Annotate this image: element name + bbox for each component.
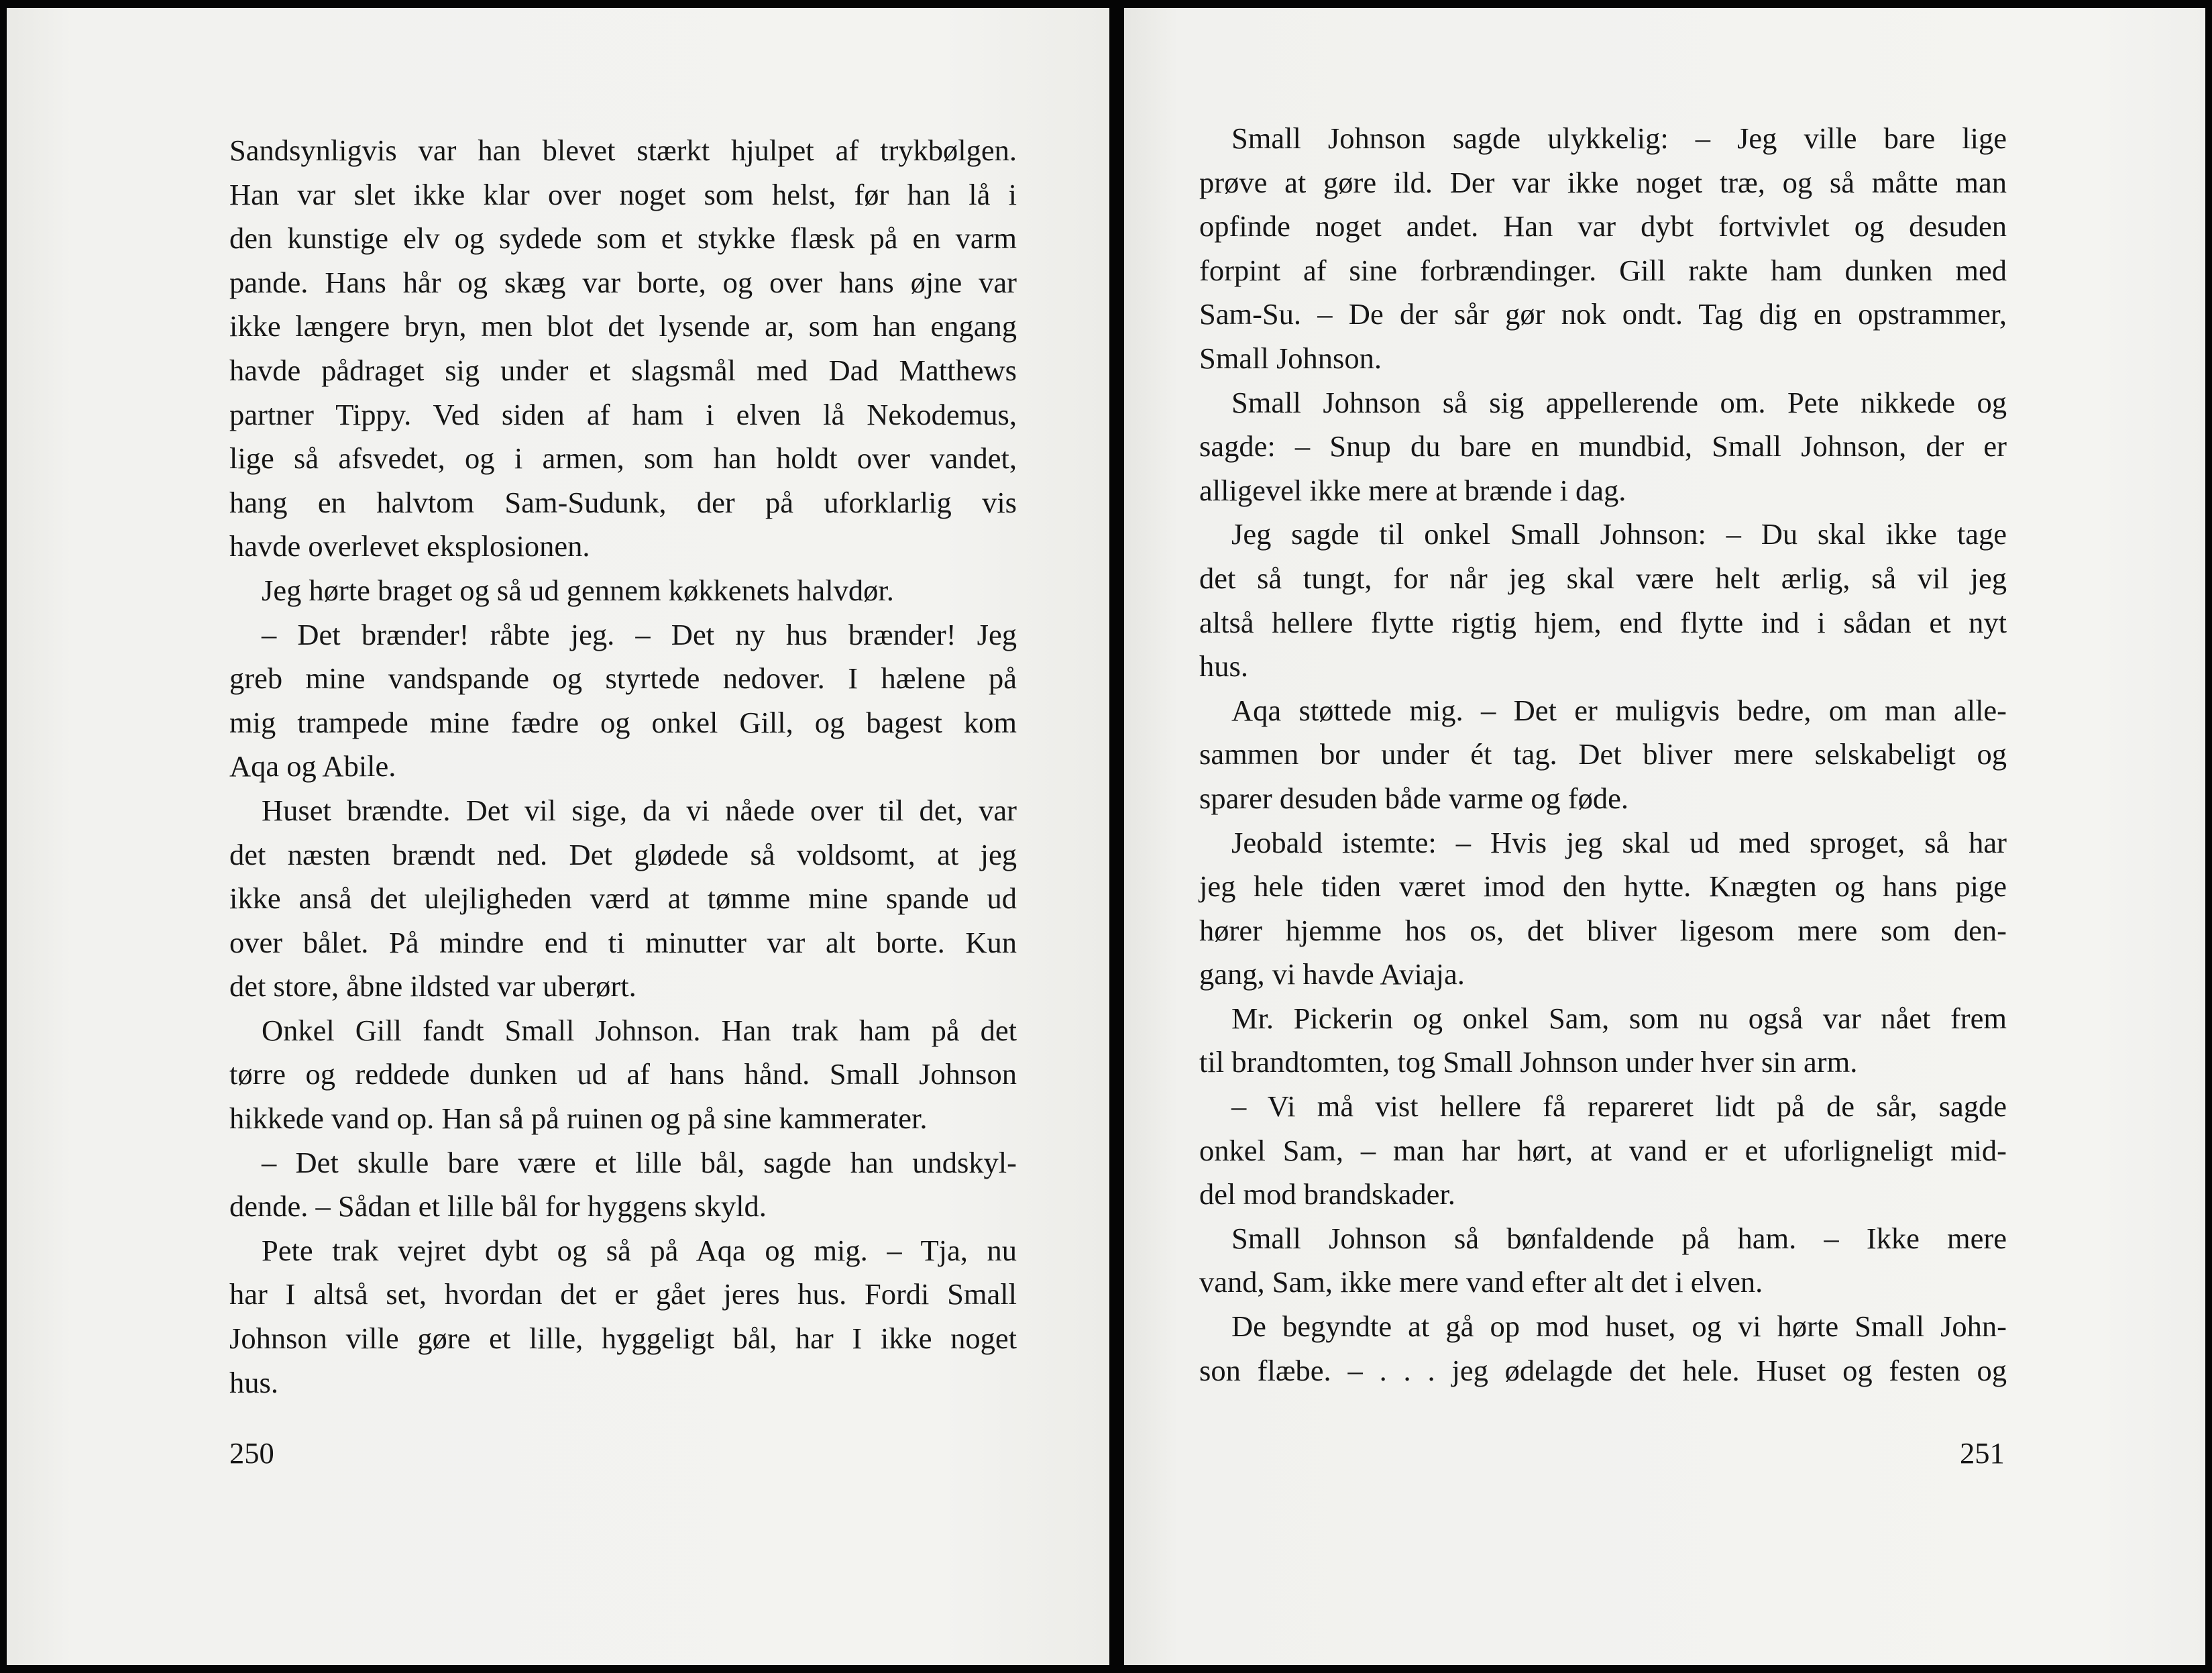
text-line: den kunstige elv og sydede som et stykke flæsk på en varm: [229, 221, 1017, 256]
text-line: tørre og reddede dunken ud af hans hånd. Small Johnson: [229, 1057, 1017, 1091]
text-line: Jeg hørte braget og så ud gennem køkkenets halvdør.: [262, 573, 894, 607]
text-line: greb mine vandspande og styrtede nedover. I hælene på: [229, 661, 1017, 696]
left-page-number: 250: [229, 1436, 274, 1470]
text-line: – Vi må vist hellere få repareret lidt på de sår, sagde: [1231, 1089, 2007, 1124]
text-line: vand, Sam, ikke mere vand efter alt det i elven.: [1199, 1265, 1763, 1299]
text-line: Jeg sagde til onkel Small Johnson: – Du skal ikke tage: [1231, 517, 2007, 551]
text-line: havde overlevet eksplosionen.: [229, 529, 590, 563]
text-line: hus.: [1199, 649, 1248, 684]
text-line: ikke længere bryn, men blot det lysende ar, som han engang: [229, 309, 1017, 343]
text-line: Han var slet ikke klar over noget som helst, før han lå i: [229, 177, 1017, 211]
text-line: det så tungt, for når jeg skal være helt ærlig, så vil jeg: [1199, 561, 2007, 595]
text-line: hikkede vand op. Han så på ruinen og på sine kammerater.: [229, 1101, 928, 1136]
text-line: Onkel Gill fandt Small Johnson. Han trak ham på det: [262, 1013, 1017, 1047]
text-line: til brandtomten, tog Small Johnson under hver sin arm.: [1199, 1045, 1858, 1079]
text-line: mig trampede mine fædre og onkel Gill, og bagest kom: [229, 705, 1017, 739]
right-page: [1124, 8, 2205, 1665]
text-line: Sam-Su. – De der sår gør nok ondt. Tag dig en opstrammer,: [1199, 297, 2007, 331]
text-line: Huset brændte. Det vil sige, da vi nåede over til det, var: [262, 793, 1017, 827]
text-line: over bålet. På mindre end ti minutter var alt borte. Kun: [229, 925, 1017, 959]
text-line: son flæbe. – . . . jeg ødelagde det hele. Huset og festen og: [1199, 1353, 2007, 1387]
text-line: ikke anså det ulejligheden værd at tømme mine spande ud: [229, 881, 1017, 916]
text-line: Aqa støttede mig. – Det er muligvis bedre, om man alle-: [1231, 693, 2007, 727]
right-page-number: 251: [1960, 1436, 2005, 1470]
left-page-text: [229, 129, 1017, 1405]
text-line: Small Johnson så sig appellerende om. Pete nikkede og: [1231, 385, 2007, 419]
text-line: Sandsynligvis var han blevet stærkt hjulpet af trykbølgen.: [229, 133, 1017, 167]
text-line: lige så afsvedet, og i armen, som han holdt over vandet,: [229, 441, 1017, 476]
text-line: hører hjemme hos os, det bliver ligesom mere som den-: [1199, 913, 2007, 947]
text-line: Aqa og Abile.: [229, 749, 396, 784]
text-line: altså hellere flytte rigtig hjem, end flytte ind i sådan et nyt: [1199, 605, 2007, 639]
text-line: jeg hele tiden været imod den hytte. Knægten og hans pige: [1199, 869, 2007, 904]
text-line: hus.: [229, 1365, 278, 1399]
text-line: alligevel ikke mere at brænde i dag.: [1199, 473, 1626, 507]
text-line: Small Johnson.: [1199, 341, 1382, 375]
text-line: pande. Hans hår og skæg var borte, og over hans øjne var: [229, 265, 1017, 299]
text-line: – Det skulle bare være et lille bål, sagde han undskyl-: [262, 1145, 1017, 1179]
text-line: har I altså set, hvordan det er gået jeres hus. Fordi Small: [229, 1277, 1017, 1311]
text-line: det store, åbne ildsted var uberørt.: [229, 969, 637, 1004]
text-line: det næsten brændt ned. Det glødede så voldsomt, at jeg: [229, 837, 1017, 871]
text-line: sparer desuden både varme og føde.: [1199, 781, 1629, 815]
text-line: havde pådraget sig under et slagsmål med Dad Matthews: [229, 353, 1017, 387]
text-line: prøve at gøre ild. Der var ikke noget træ, og så måtte man: [1199, 165, 2007, 199]
text-line: Johnson ville gøre et lille, hyggeligt bål, har I ikke noget: [229, 1321, 1017, 1356]
left-page: [7, 8, 1109, 1665]
text-line: sammen bor under ét tag. Det bliver mere selskabeligt og: [1199, 737, 2007, 771]
text-line: Small Johnson så bønfaldende på ham. – Ikke mere: [1231, 1221, 2007, 1255]
text-line: sagde: – Snup du bare en mundbid, Small Johnson, der er: [1199, 429, 2007, 464]
text-line: opfinde noget andet. Han var dybt fortvivlet og desuden: [1199, 209, 2007, 244]
text-line: dende. – Sådan et lille bål for hyggens skyld.: [229, 1189, 767, 1224]
text-line: partner Tippy. Ved siden af ham i elven lå Nekodemus,: [229, 397, 1017, 431]
right-page-text: [1199, 117, 2007, 1393]
text-line: hang en halvtom Sam-Sudunk, der på uforklarlig vis: [229, 485, 1017, 519]
text-line: forpint af sine forbrændinger. Gill rakte ham dunken med: [1199, 253, 2007, 287]
text-line: Pete trak vejret dybt og så på Aqa og mig. – Tja, nu: [262, 1233, 1017, 1267]
text-line: Jeobald istemte: – Hvis jeg skal ud med sproget, så har: [1231, 825, 2007, 859]
text-line: – Det brænder! råbte jeg. – Det ny hus brænder! Jeg: [262, 617, 1017, 651]
text-line: del mod brandskader.: [1199, 1177, 1455, 1211]
text-line: Mr. Pickerin og onkel Sam, som nu også var nået frem: [1231, 1001, 2007, 1035]
text-line: gang, vi havde Aviaja.: [1199, 957, 1465, 991]
text-line: Small Johnson sagde ulykkelig: – Jeg ville bare lige: [1231, 121, 2007, 155]
text-line: De begyndte at gå op mod huset, og vi hørte Small John-: [1231, 1309, 2007, 1344]
text-line: onkel Sam, – man har hørt, at vand er et uforligneligt mid-: [1199, 1133, 2007, 1167]
